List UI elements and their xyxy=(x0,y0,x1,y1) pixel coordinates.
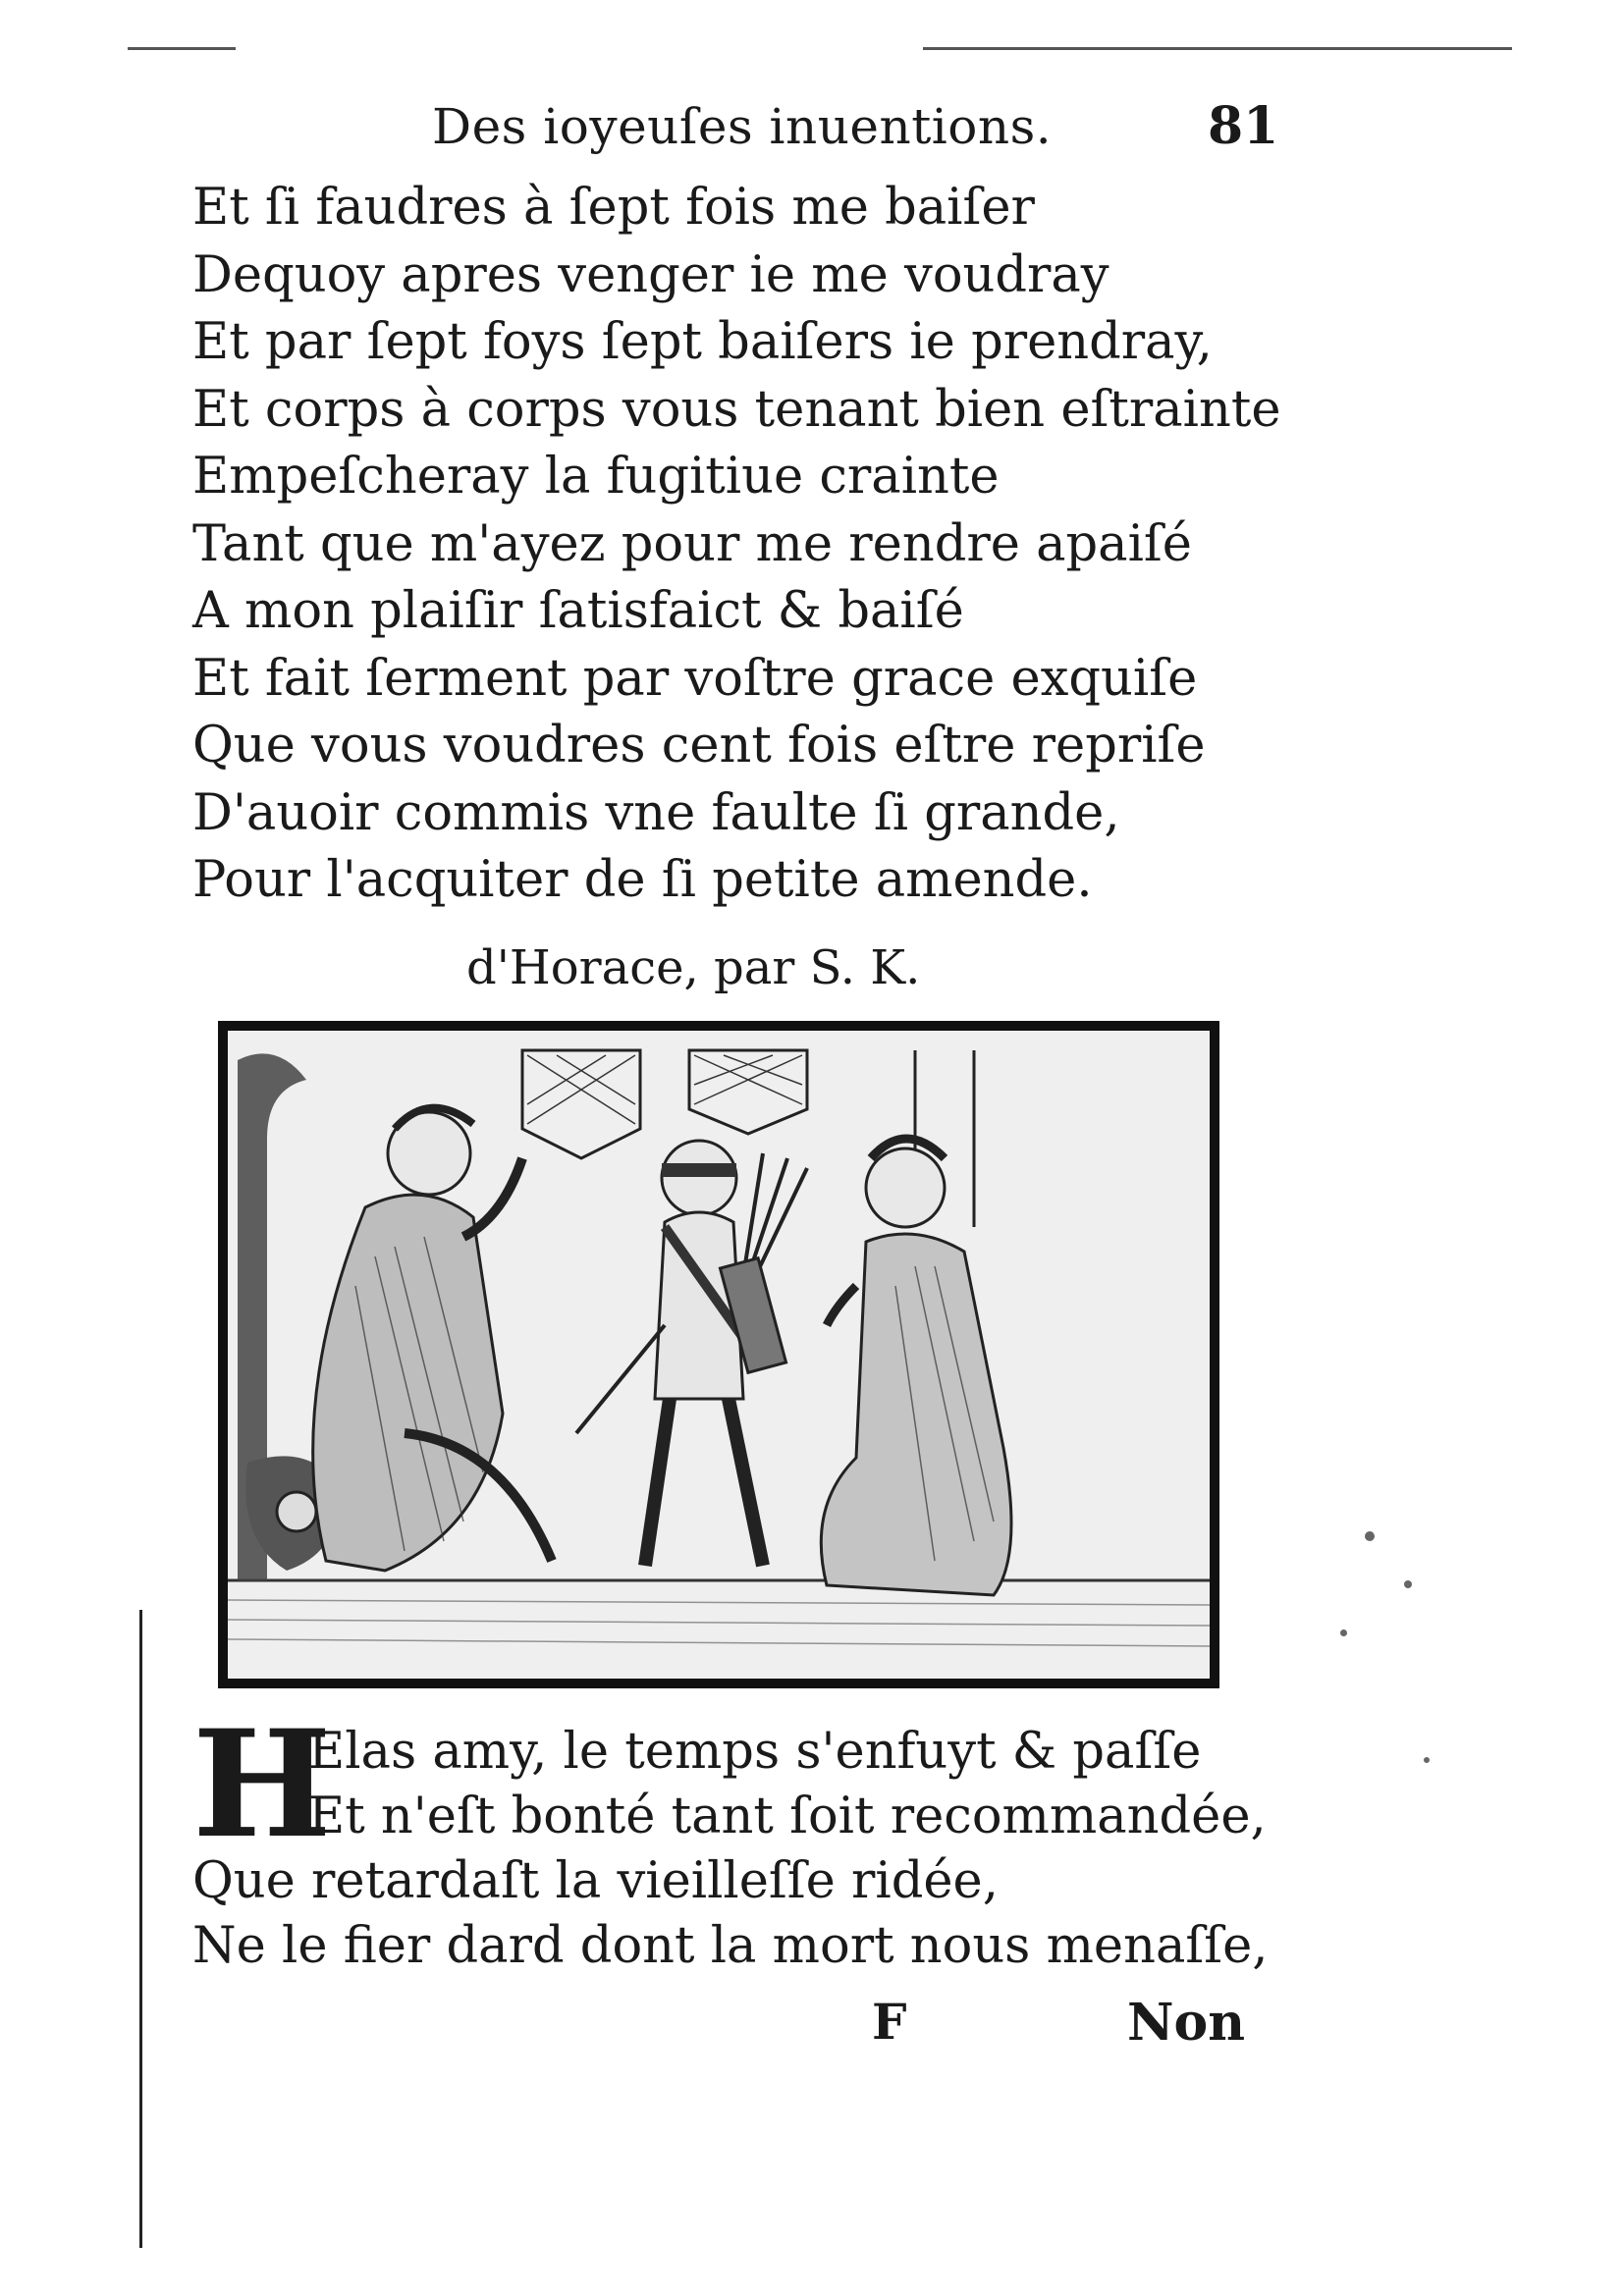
verse-line: Et n'eſt bonté tant ſoit recommandée, xyxy=(308,1788,1267,1845)
verse-line: Pour l'acquiter de ſi petite amende. xyxy=(192,851,1093,909)
verse-top xyxy=(192,175,1281,915)
signature-mark: F xyxy=(872,1993,907,2051)
verse-line: Ne le fier dard dont la mort nous menaſſe, xyxy=(192,1917,1269,1975)
woodcut-illustration-icon xyxy=(218,1021,1219,1688)
verse-line: Que retardaſt la vieilleſſe ridée, xyxy=(192,1852,999,1910)
verse-line: Et par ſept foys ſept baiſers ie prendray, xyxy=(192,313,1213,371)
scan-speck xyxy=(1424,1757,1430,1763)
verse-line: A mon plaiſir ſatisfaict & baiſé xyxy=(192,582,964,640)
verse-line: Que vous voudres cent fois eſtre repriſe xyxy=(192,717,1206,774)
catchword: Non xyxy=(1127,1993,1246,2053)
drop-cap: H xyxy=(192,1698,332,1871)
poem-attribution: d'Horace, par S. K. xyxy=(466,940,921,995)
verse-line: Elas amy, le temps s'enfuyt & paſſe xyxy=(308,1723,1202,1781)
verse-line: Empeſcheray la fugitiue crainte xyxy=(192,448,1000,506)
verse-line: Tant que m'ayez pour me rendre apaiſé xyxy=(192,514,1192,573)
verse-line: Et fait ſerment par voſtre grace exquiſe xyxy=(192,649,1198,708)
verse-line: Et corps à corps vous tenant bien eſtrainte xyxy=(192,380,1281,439)
folio-number: 81 xyxy=(1208,96,1279,156)
scan-rule-top-left xyxy=(128,47,236,50)
running-head: Des ioyeuſes inuentions. xyxy=(432,98,1053,155)
scan-speck xyxy=(1404,1580,1412,1588)
scan-rule-top-right xyxy=(923,47,1512,50)
verse-line: D'auoir commis vne faulte ſi grande, xyxy=(192,783,1120,842)
scan-speck xyxy=(1340,1629,1347,1636)
scan-rule-left xyxy=(139,1610,142,2248)
scan-speck xyxy=(1365,1531,1375,1541)
verse-bottom xyxy=(192,1720,1269,1979)
verse-line: Dequoy apres venger ie me voudray xyxy=(192,245,1109,304)
verse-line: Et ſi faudres à ſept fois me baiſer xyxy=(192,179,1035,237)
